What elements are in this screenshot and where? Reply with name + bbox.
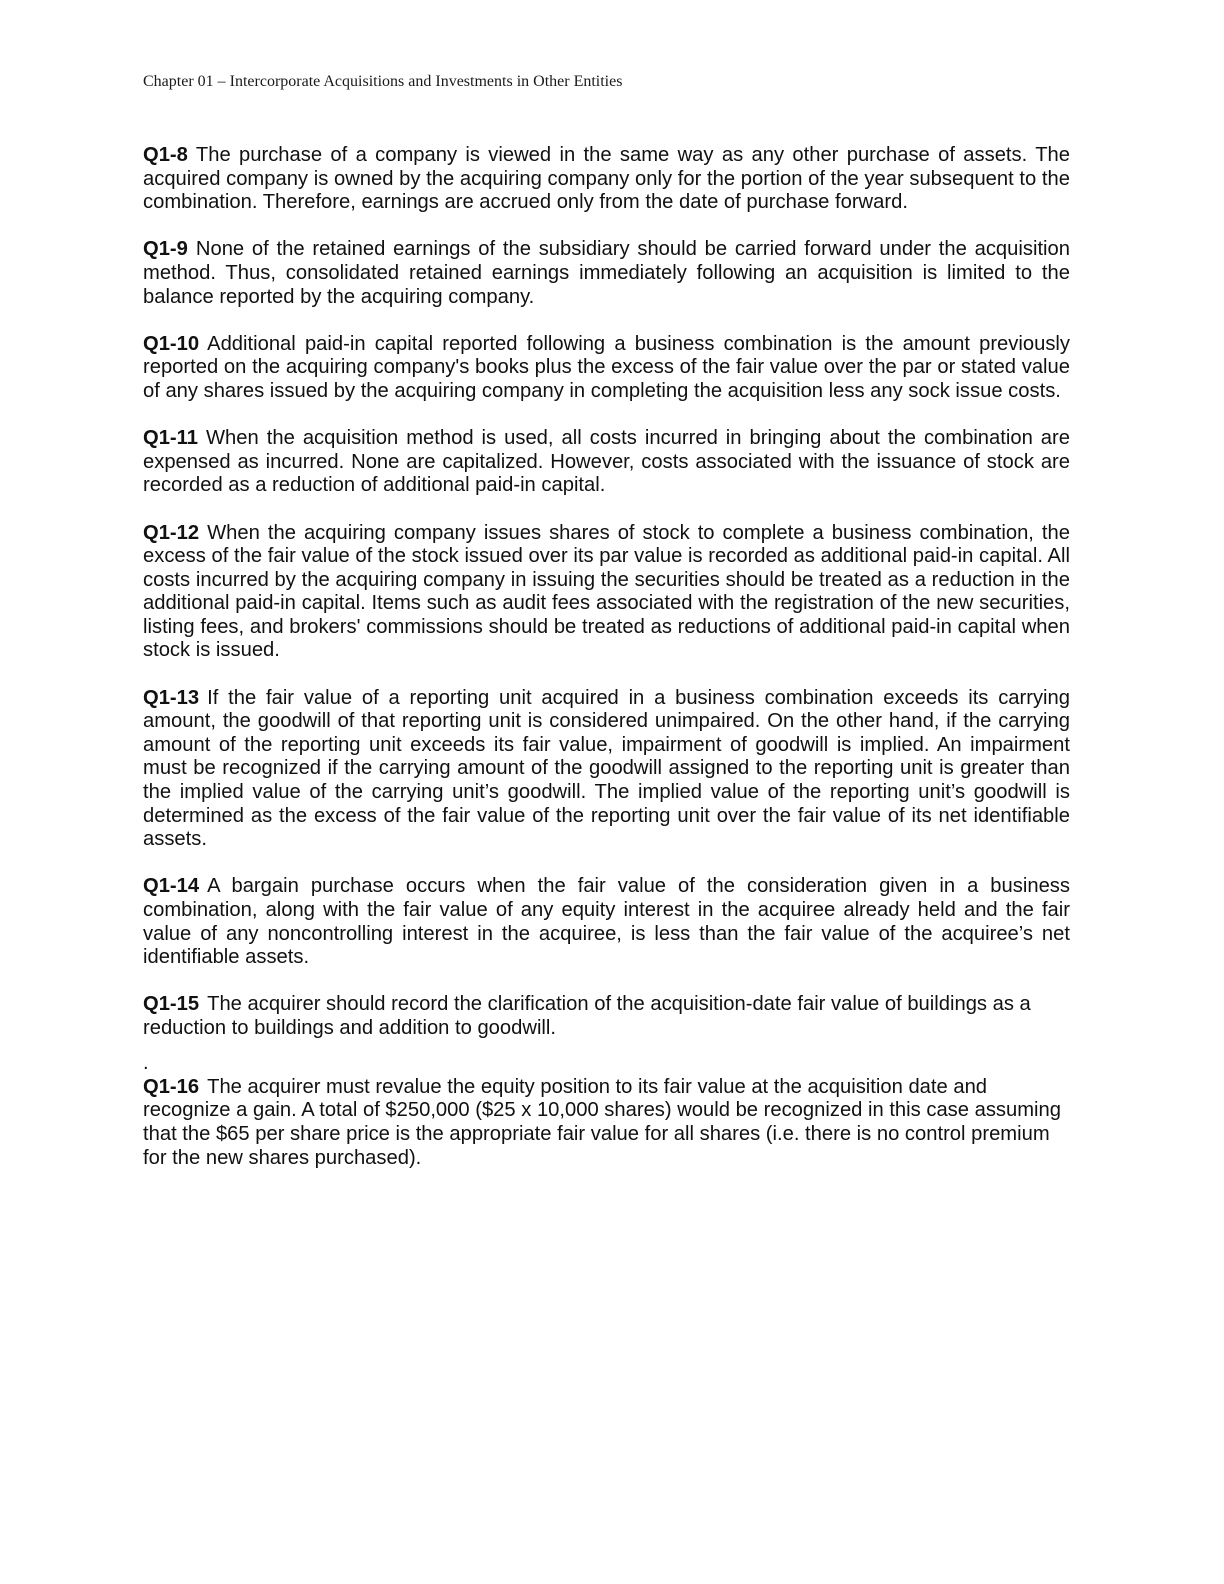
answer-q1-12 xyxy=(143,522,1070,664)
answer-text: The acquirer should record the clarification of the acquisition-date fair value of buildings as a reduction to buildings and addition to goodwill. xyxy=(143,993,1031,1039)
question-id: Q1-12 xyxy=(143,521,200,544)
answer-text: Additional paid-in capital reported following a business combination is the amount previously reported on the acquiring company's books plus the excess of the fair value over the par or stated value of any shares issued by the acquiring company in completing the acquisition less any sock issue costs. xyxy=(143,332,1070,402)
answer-q1-11 xyxy=(143,427,1070,498)
answer-text: The purchase of a company is viewed in the same way as any other purchase of assets. The acquired company is owned by the acquiring company only for the portion of the year subsequent to the combination. Therefore, earnings are accrued only from the date of purchase forward. xyxy=(143,144,1070,214)
answer-text: The acquirer must revalue the equity position to its fair value at the acquisition date and recognize a gain. A total of $250,000 ($25 x 10,000 shares) would be recognized in this case assuming that the $65 per share price is the appropriate fair value for all shares (i.e. there is no control premium for the new shares purchased). xyxy=(143,1075,1061,1169)
answer-q1-15 xyxy=(143,993,1070,1040)
answer-q1-9 xyxy=(143,238,1070,309)
question-id: Q1-15 xyxy=(143,993,200,1016)
question-id: Q1-9 xyxy=(143,238,188,261)
question-id: Q1-10 xyxy=(143,332,200,355)
answer-text: When the acquisition method is used, all costs incurred in bringing about the combination are expensed as incurred. None are capitalized. However, costs associated with the issuance of stock are recorded as a reduction of additional paid-in capital. xyxy=(143,427,1070,497)
running-header: Chapter 01 – Intercorporate Acquisitions and Investments in Other Entities xyxy=(143,73,623,90)
answer-q1-8 xyxy=(143,144,1070,215)
answer-text: A bargain purchase occurs when the fair value of the consideration given in a business combination, along with the fair value of any equity interest in the acquiree already held and the fair value of any noncontrolling interest in the acquiree, is less than the fair value of the acquiree’s net identifiable assets. xyxy=(143,875,1070,969)
stray-period-mark: . xyxy=(143,1052,149,1075)
question-id: Q1-16 xyxy=(143,1075,200,1098)
question-id: Q1-11 xyxy=(143,427,198,450)
question-id: Q1-14 xyxy=(143,875,200,898)
answer-q1-13 xyxy=(143,687,1070,852)
question-id: Q1-13 xyxy=(143,686,200,709)
answer-text: If the fair value of a reporting unit acquired in a business combination exceeds its carrying amount, the goodwill of that reporting unit is considered unimpaired. On the other hand, if the carrying amount of the reporting unit exceeds its fair value, impairment of goodwill is implied. An impairment must be recognized if the carrying amount of the goodwill assigned to the reporting unit is greater than the implied value of the carrying unit’s goodwill. The implied value of the reporting unit’s goodwill is determined as the excess of the fair value of the reporting unit over the fair value of its net identifiable assets. xyxy=(143,686,1070,851)
answer-q1-14 xyxy=(143,875,1070,969)
answer-q1-16 xyxy=(143,1076,1070,1170)
answer-list xyxy=(143,144,1070,1194)
answer-text: When the acquiring company issues shares of stock to complete a business combination, the excess of the fair value of the stock issued over its par value is recorded as additional paid-in capital. All costs incurred by the acquiring company in issuing the securities should be treated as a reduction in the additional paid-in capital. Items such as audit fees associated with the registration of the new securities, listing fees, and brokers' commissions should be treated as reductions of additional paid-in capital when stock is issued. xyxy=(143,521,1070,662)
answer-text: None of the retained earnings of the subsidiary should be carried forward under the acquisition method. Thus, consolidated retained earnings immediately following an acquisition is limited to the balance reported by the acquiring company. xyxy=(143,238,1070,308)
answer-q1-10 xyxy=(143,333,1070,404)
question-id: Q1-8 xyxy=(143,144,188,166)
